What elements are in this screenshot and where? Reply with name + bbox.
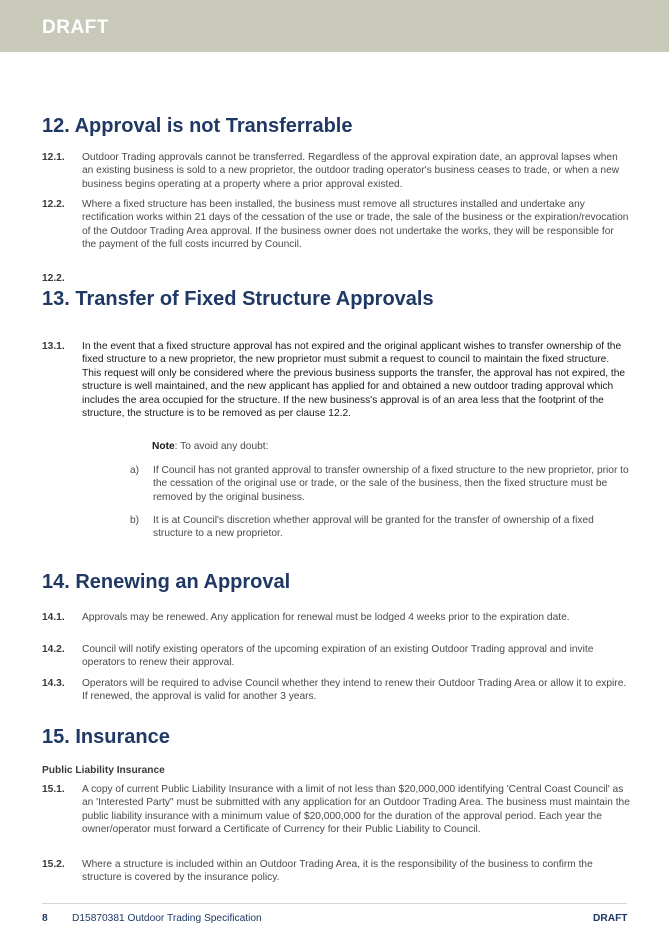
clause-number: 12.1. (42, 152, 65, 163)
clause-number: 14.2. (42, 644, 65, 655)
clause-13-1 (42, 340, 634, 436)
footer-page-number: 8 (42, 913, 48, 924)
list-item-a (130, 464, 630, 506)
clause-number: 12.2. (42, 199, 65, 210)
clause-14-3 (42, 677, 634, 705)
note-label: Note (152, 441, 175, 452)
note-line (152, 440, 268, 453)
section-12-heading: 12. Approval is not Transferrable (42, 115, 353, 137)
section-15-heading: 15. Insurance (42, 726, 170, 748)
footer-status: DRAFT (593, 913, 628, 924)
list-item-b (130, 514, 630, 542)
clause-15-2 (42, 858, 634, 886)
draft-banner (0, 0, 669, 52)
clause-text: A copy of current Public Liability Insurance with a limit of not less than $20,000,000 identifying 'Central Coast Council' as an 'Interested Party" must be submitted with any application for an Outdoor Trading Area. The business must maintain the public liability insurance with a minimum value of $20,000,000 for the duration of the approval period. Each year the owner/operator must forward a Certificate of Currency for their Public Liability to Council. (82, 784, 630, 836)
footer-divider (42, 903, 627, 904)
clause-text: Outdoor Trading approvals cannot be transferred. Regardless of the approval expiration date, an approval lapses when an existing business is sold to a new proprietor, the outdoor trading operator's business ceases to trade, or when a new business begins operating at a property where a prior approval existed. (82, 152, 620, 190)
note-text: : To avoid any doubt: (174, 441, 269, 452)
clause-15-1 (42, 783, 634, 851)
clause-number: 15.2. (42, 859, 65, 870)
section-14-heading: 14. Renewing an Approval (42, 571, 291, 593)
clause-12-2 (42, 198, 634, 266)
list-item-text: If Council has not granted approval to transfer ownership of a fixed structure to the new proprietor, prior to the cessation of the original use or trade, or the sale of the business, then the fixed structure must be removed by the original business. (153, 465, 629, 503)
list-item-text: It is at Council's discretion whether approval will be granted for the transfer of ownership of a fixed structure to a new proprietor. (153, 515, 594, 540)
clause-text: Where a fixed structure has been installed, the business must remove all structures installed and undertake any rectification works within 21 days of the cessation of the use or trade, the sale of the business or the expiration/revocation of the Outdoor Trading Area approval. If the business owner does not undertake the works, they will be responsible for the payment of the full costs incurred by Council. (82, 199, 629, 251)
list-item-label: a) (130, 465, 140, 476)
clause-number: 13.1. (42, 341, 65, 352)
banner-draft-label: DRAFT (42, 17, 109, 38)
clause-14-2 (42, 643, 634, 671)
clause-14-1 (42, 611, 634, 639)
section-13-heading: 13. Transfer of Fixed Structure Approvals (42, 288, 434, 310)
footer-document-title: D15870381 Outdoor Trading Specification (72, 913, 262, 924)
clause-text: Council will notify existing operators of the upcoming expiration of an existing Outdoor Trading approval and invite operators to renew their approval. (82, 644, 594, 669)
clause-number: 15.1. (42, 784, 65, 795)
clause-12-2-empty (42, 272, 634, 286)
clause-text: Where a structure is included within an Outdoor Trading Area, it is the responsibility of the business to confirm the structure is covered by the insurance policy. (82, 859, 593, 884)
clause-12-1 (42, 151, 634, 193)
clause-text: Operators will be required to advise Council whether they intend to renew their Outdoor Trading Area or allow it to expire. If renewed, the approval is valid for another 3 years. (82, 678, 627, 703)
clause-number: 12.2. (42, 273, 65, 284)
clause-number: 14.3. (42, 678, 65, 689)
clause-number: 14.1. (42, 612, 65, 623)
clause-text: Approvals may be renewed. Any application for renewal must be lodged 4 weeks prior to the expiration date. (82, 612, 570, 623)
public-liability-subheading: Public Liability Insurance (42, 765, 165, 776)
list-item-label: b) (130, 515, 140, 526)
clause-text: In the event that a fixed structure approval has not expired and the original applicant wishes to transfer ownership of the fixed structure to a new proprietor, the new proprietor must submit a request to council to maintain the fixed structure. This request will only be considered where the previous business supports the transfer, the approval has not expired, the structure is well maintained, and the new applicant has applied for and obtained a new outdoor trading approval which includes the area occupied for the structure. If the new business's approval is of an area less that the footprint of the structure, the structure is to be removed as per clause 12.2. (82, 341, 626, 420)
